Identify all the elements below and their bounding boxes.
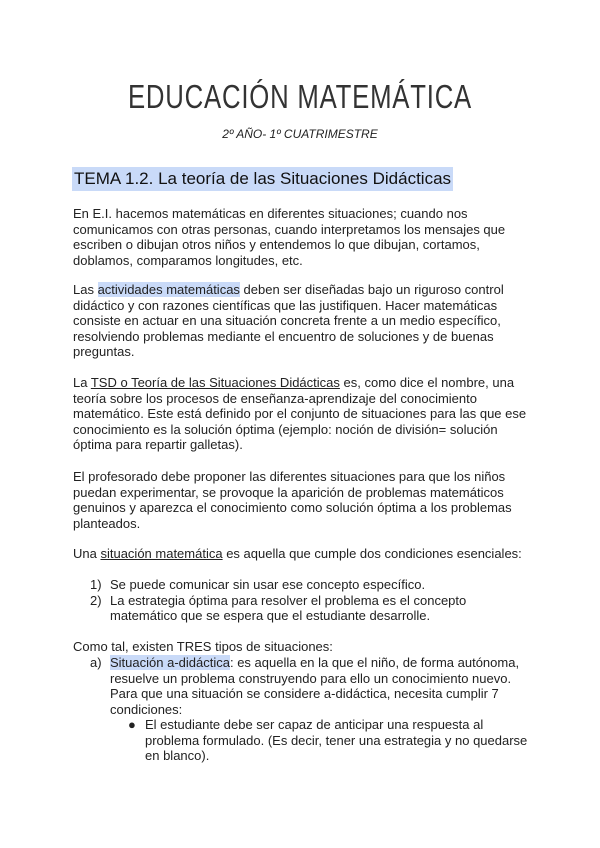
types-list <box>90 655 530 717</box>
bullet-item <box>128 717 530 764</box>
paragraph-tsd-post: es, como dice el nombre, una teoría sobre los procesos de enseñanza-aprendizaje del conocimiento matemático. Este está definido por el conjunto de situaciones para las que ese conocimiento es la solución óptima (ejemplo: noción de división= solución óptima para repartir galletas). <box>73 375 527 452</box>
document-subtitle: 2º AÑO- 1º CUATRIMESTRE <box>222 127 378 141</box>
underline-tsd: TSD o Teoría de las Situaciones Didácticas <box>90 375 340 390</box>
paragraph-activities-post: deben ser diseñadas bajo un riguroso control didáctico y con razones científicas que las justifiquen. Hacer matemáticas consiste en actuar en una situación concreta frente a un medio específico, resolviendo problemas mediante el encuentro de soluciones y de buenas preguntas. <box>73 282 504 359</box>
paragraph-activities <box>73 282 528 360</box>
paragraph-situation-pre: Una <box>73 546 101 561</box>
paragraph-activities-pre: Las <box>73 282 98 297</box>
section-heading: TEMA 1.2. La teoría de las Situaciones Didácticas <box>72 167 453 191</box>
list-number: 2) <box>90 592 102 608</box>
list-text: La estrategia óptima para resolver el problema es el concepto matemático que se espera que el estudiante desarrolle. <box>110 592 467 623</box>
paragraph-situation-post: es aquella que cumple dos condiciones esenciales: <box>222 546 522 561</box>
conditions-list <box>90 577 530 624</box>
paragraph-tsd-pre: La <box>73 375 91 390</box>
list-text: : es aquella en la que el niño, de forma autónoma, resuelve un problema construyendo para ello un conocimiento nuevo. Para que una situación se considere a-didáctica, necesita cumplir 7 condiciones: <box>110 655 520 717</box>
document-title: EDUCACIÓN MATEMÁTICA <box>127 78 473 115</box>
underline-situation: situación matemática <box>100 546 223 561</box>
bullet-text: El estudiante debe ser capaz de anticipar una respuesta al problema formulado. (Es decir, tener una estrategia y no quedarse en blanco). <box>145 717 528 763</box>
list-number: a) <box>90 655 102 670</box>
paragraph-tsd <box>73 375 528 453</box>
list-item <box>90 577 530 593</box>
paragraph-types: Como tal, existen TRES tipos de situaciones: <box>73 639 333 654</box>
highlight-activities: actividades matemáticas <box>97 282 240 297</box>
list-item <box>90 593 530 624</box>
list-item <box>90 655 530 717</box>
list-text: Se puede comunicar sin usar ese concepto específico. <box>110 577 426 592</box>
highlight-adidactic: Situación a-didáctica <box>110 655 230 670</box>
paragraph-teachers: El profesorado debe proponer las diferentes situaciones para que los niños puedan experimentar, se provoque la aparición de problemas matemáticos genuinos y aparezca el conocimiento como solución óptima a los problemas planteados. <box>73 469 512 531</box>
paragraph-situation <box>73 546 528 562</box>
paragraph-intro: En E.I. hacemos matemáticas en diferentes situaciones; cuando nos comunicamos con otras personas, cuando interpretamos los mensajes que escriben o dibujan otros niños y entendemos lo que dibujan, cortamos, doblamos, comparamos longitudes, etc. <box>73 206 506 268</box>
bullet-dot-icon: ● <box>128 717 136 732</box>
list-number: 1) <box>90 577 102 592</box>
